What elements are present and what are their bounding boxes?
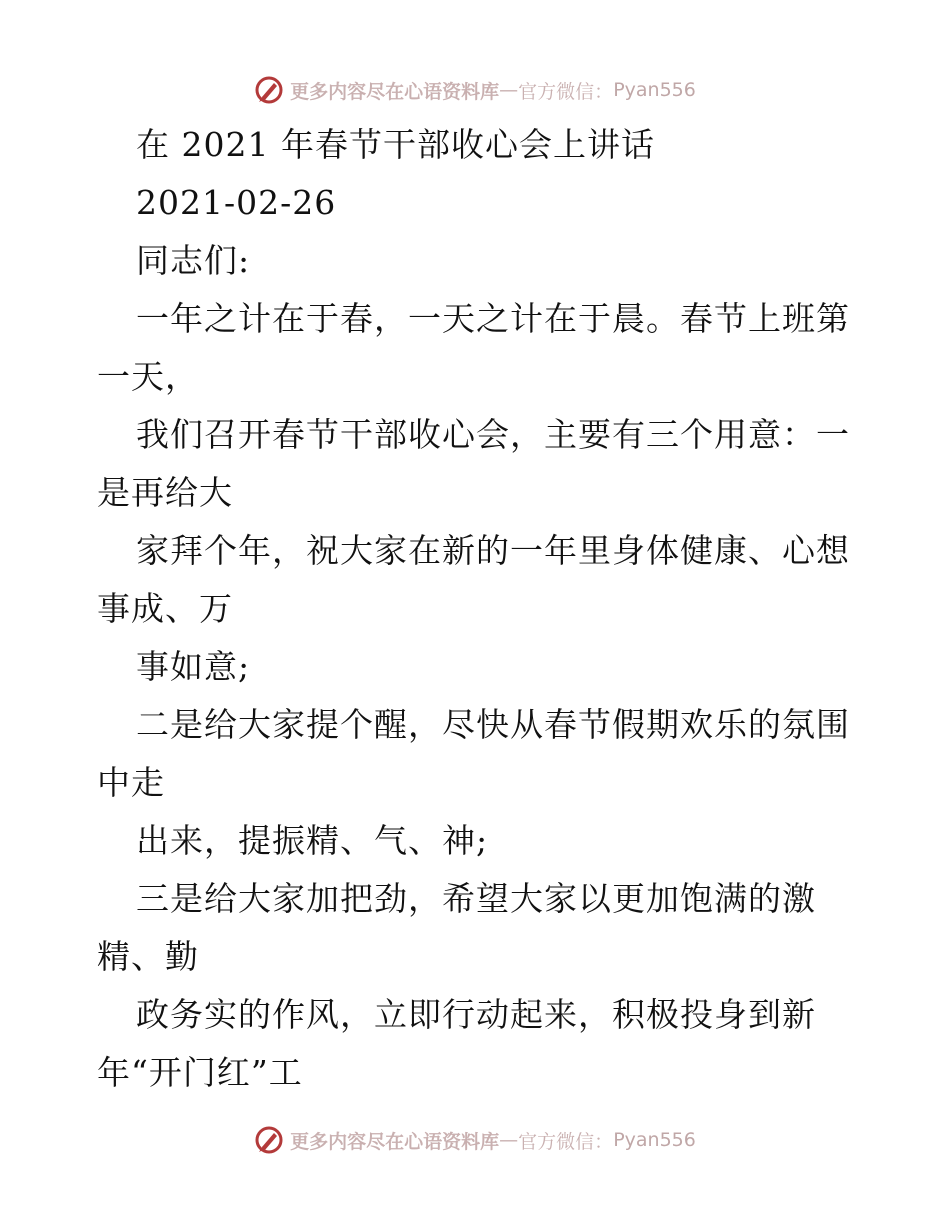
quill-pen-icon <box>254 1125 284 1155</box>
quill-pen-icon <box>254 75 284 105</box>
paragraph-line: 事如意; <box>136 647 251 686</box>
paragraph-line: 事成、万 <box>97 589 233 628</box>
paragraph-line: 中走 <box>97 763 165 802</box>
document-date: 2021-02-26 <box>136 183 337 222</box>
paragraph-line: 精、勤 <box>97 937 199 976</box>
watermark-wechat-id: Pyan556 <box>613 1129 696 1151</box>
paragraph-line: 我们召开春节干部收心会，主要有三个用意：一 <box>136 415 850 454</box>
watermark-brand-text: 更多内容尽在心语资料库 <box>290 1130 500 1153</box>
paragraph-line: 政务实的作风，立即行动起来，积极投身到新 <box>136 995 816 1034</box>
paragraph-line: 一年之计在于春，一天之计在于晨。春节上班第 <box>136 299 850 338</box>
document-body <box>97 116 857 1102</box>
watermark-label: 官方微信： <box>518 80 614 103</box>
watermark-label: 官方微信： <box>518 1130 614 1153</box>
document-title: 在 2021 年春节干部收心会上讲话 <box>136 125 655 164</box>
paragraph-line: 二是给大家提个醒，尽快从春节假期欢乐的氛围 <box>136 705 850 744</box>
salutation: 同志们: <box>136 241 251 280</box>
watermark-brand-text: 更多内容尽在心语资料库 <box>290 80 500 103</box>
watermark-separator: — <box>499 79 519 101</box>
paragraph-line: 一天， <box>97 357 199 396</box>
paragraph-line: 家拜个年，祝大家在新的一年里身体健康、心想 <box>136 531 850 570</box>
paragraph-line: 年“开门红”工 <box>97 1053 303 1092</box>
paragraph-line: 三是给大家加把劲，希望大家以更加饱满的激 <box>136 879 816 918</box>
header-watermark <box>0 70 950 110</box>
footer-watermark <box>0 1120 950 1160</box>
paragraph-line: 是再给大 <box>97 473 233 512</box>
paragraph-line: 出来，提振精、气、神; <box>136 821 489 860</box>
watermark-wechat-id: Pyan556 <box>613 79 696 101</box>
watermark-separator: — <box>499 1129 519 1151</box>
